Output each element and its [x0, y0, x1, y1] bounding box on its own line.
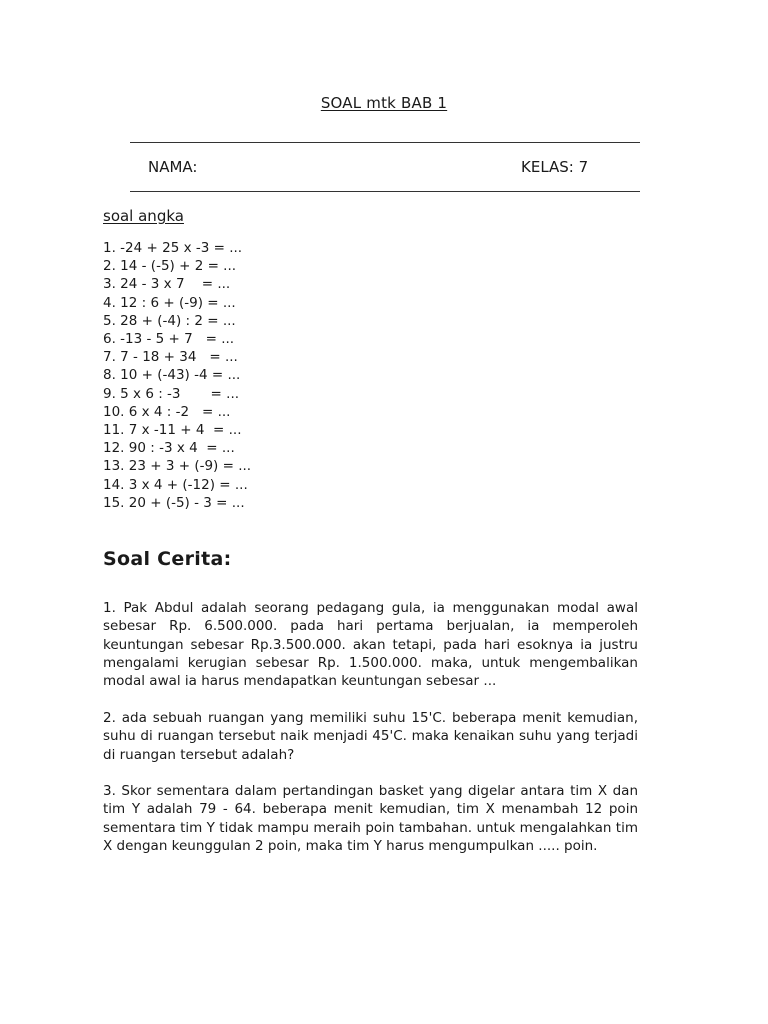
number-section-heading: soal angka [103, 207, 184, 225]
number-problem: 15. 20 + (-5) - 3 = ... [103, 494, 245, 511]
number-problem: 6. -13 - 5 + 7 = ... [103, 331, 235, 348]
number-problem: 7. 7 - 18 + 34 = ... [103, 349, 238, 366]
number-problem-list [103, 239, 251, 512]
number-problem: 10. 6 x 4 : -2 = ... [103, 403, 231, 420]
name-label: NAMA: [148, 158, 198, 176]
number-problem: 5. 28 + (-4) : 2 = ... [103, 312, 236, 329]
number-problem: 1. -24 + 25 x -3 = ... [103, 240, 243, 256]
number-problem: 12. 90 : -3 x 4 = ... [103, 440, 235, 457]
story-problem: 3. Skor sementara dalam pertandingan basket yang digelar antara tim X dan tim Y adalah 79 - 64. beberapa menit kemudian, tim X menambah 12 poin sementara tim Y tidak mampu meraih poin tambahan. untuk mengalahkan tim X dengan keunggulan 2 poin, maka tim Y harus mengumpulkan ..... poin. [103, 783, 638, 854]
number-problem: 4. 12 : 6 + (-9) = ... [103, 294, 236, 311]
story-section-heading: Soal Cerita: [103, 548, 232, 570]
header-top-rule [130, 142, 640, 143]
number-problem: 14. 3 x 4 + (-12) = ... [103, 476, 248, 493]
header-bottom-rule [130, 191, 640, 192]
class-label: KELAS: 7 [521, 158, 589, 176]
number-problem: 2. 14 - (-5) + 2 = ... [103, 258, 237, 275]
number-problem: 13. 23 + 3 + (-9) = ... [103, 458, 252, 475]
document-title: SOAL mtk BAB 1 [320, 94, 448, 112]
story-problem: 1. Pak Abdul adalah seorang pedagang gula, ia menggunakan modal awal sebesar Rp. 6.500.000. pada hari pertama berjualan, ia memperoleh keuntungan sebesar Rp.3.500.000. akan tetapi, pada hari esoknya ia justru mengalami kerugian sebesar Rp. 1.500.000. maka, untuk mengembalikan modal awal ia harus mendapatkan keuntungan sebesar ... [103, 600, 638, 690]
number-problem: 11. 7 x -11 + 4 = ... [103, 422, 242, 439]
number-problem: 3. 24 - 3 x 7 = ... [103, 276, 231, 293]
number-problem: 9. 5 x 6 : -3 = ... [103, 385, 240, 402]
story-problem: 2. ada sebuah ruangan yang memiliki suhu 15'C. beberapa menit kemudian, suhu di ruangan tersebut naik menjadi 45'C. maka kenaikan suhu yang terjadi di ruangan tersebut adalah? [103, 710, 638, 763]
number-problem: 8. 10 + (-43) -4 = ... [103, 367, 241, 384]
